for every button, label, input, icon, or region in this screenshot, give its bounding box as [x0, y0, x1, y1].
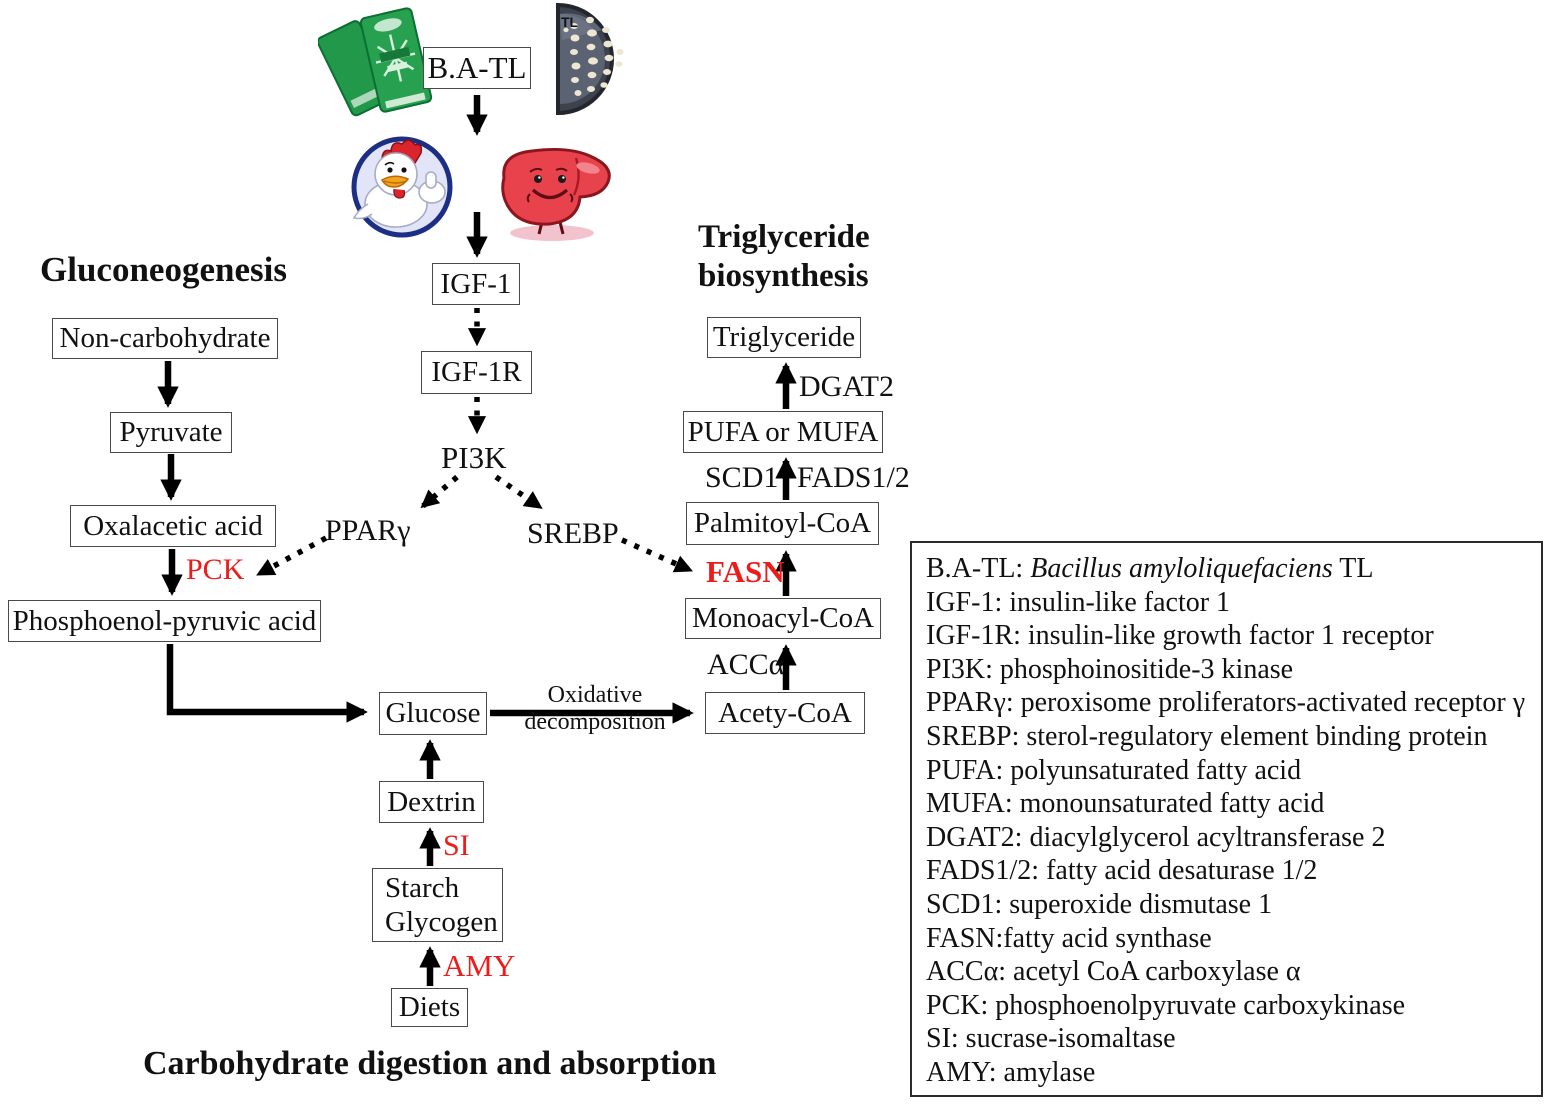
- label-scd1: SCD1: [705, 461, 779, 494]
- label-pi3k: PI3K: [441, 440, 507, 475]
- legend-item: PI3K: phosphoinositide-3 kinase: [926, 653, 1294, 685]
- chicken-image: [344, 134, 464, 240]
- liver-image: [486, 138, 616, 242]
- node-diets: Diets: [391, 988, 468, 1027]
- legend-list: [926, 552, 1541, 1090]
- label-pparg: PPARγ: [325, 514, 411, 547]
- title-triglyceride-line1: Triglyceride: [698, 219, 870, 255]
- label-oxidative-decomposition: Oxidative decomposition: [524, 682, 666, 735]
- legend-item: MUFA: monounsaturated fatty acid: [926, 788, 1325, 820]
- title-carbohydrate-digestion: Carbohydrate digestion and absorption: [143, 1045, 717, 1082]
- node-monoacyl-coa: Monoacyl-CoA: [685, 598, 881, 639]
- legend-item: IGF-1: insulin-like factor 1: [926, 586, 1231, 618]
- legend-item: ACCα: acetyl CoA carboxylase α: [926, 956, 1301, 988]
- label-si: SI: [443, 829, 470, 862]
- legend-item: B.A-TL: Bacillus amyloliquefaciens TL: [926, 553, 1374, 584]
- legend-item: PUFA: polyunsaturated fatty acid: [926, 754, 1302, 786]
- legend-item: PPARγ: peroxisome proliferators-activated receptor γ: [926, 687, 1526, 719]
- legend-box: [910, 541, 1543, 1097]
- node-non-carbohydrate: Non-carbohydrate: [52, 318, 278, 359]
- svg-text:TL: TL: [561, 14, 579, 30]
- legend-item: SCD1: superoxide dismutase 1: [926, 888, 1273, 920]
- legend-item: AMY: amylase: [926, 1056, 1096, 1088]
- node-igf1: IGF-1: [432, 263, 520, 305]
- node-dextrin: Dextrin: [379, 781, 484, 823]
- starch-label: Starch: [385, 872, 460, 904]
- label-pck: PCK: [186, 553, 245, 586]
- legend-item: FASN:fatty acid synthase: [926, 922, 1212, 954]
- node-pufa-or-mufa: PUFA or MUFA: [683, 411, 883, 453]
- label-dgat2: DGAT2: [799, 370, 894, 403]
- arrow-pep-to-glucose: [170, 644, 364, 712]
- label-fads12: FADS1/2: [797, 461, 910, 494]
- arrow-pi3k-to-pparg: [423, 477, 457, 506]
- node-starch-glycogen: [372, 868, 503, 942]
- title-triglyceride-line2: biosynthesis: [698, 258, 869, 294]
- petri-dish-image: [530, 0, 642, 116]
- arrow-srebp-to-fasn: [622, 540, 690, 570]
- node-pyruvate: Pyruvate: [110, 412, 232, 453]
- label-fasn: FASN: [706, 554, 785, 589]
- node-igf1r: IGF-1R: [421, 351, 532, 394]
- legend-item: SREBP: sterol-regulatory element binding protein: [926, 720, 1488, 752]
- node-phosphoenol-pyruvic-acid: Phosphoenol-pyruvic acid: [8, 600, 321, 642]
- legend-item: IGF-1R: insulin-like growth factor 1 receptor: [926, 620, 1434, 652]
- product-sachets-image: [318, 6, 432, 118]
- legend-item: PCK: phosphoenolpyruvate carboxykinase: [926, 989, 1406, 1021]
- node-triglyceride: Triglyceride: [707, 317, 861, 358]
- node-acetyl-coa: Acety-CoA: [705, 692, 865, 734]
- legend-item: SI: sucrase-isomaltase: [926, 1023, 1176, 1055]
- title-gluconeogenesis: Gluconeogenesis: [40, 250, 287, 289]
- node-batl: B.A-TL: [423, 47, 531, 89]
- glycogen-label: Glycogen: [385, 906, 498, 938]
- node-palmitoyl-coa: Palmitoyl-CoA: [686, 502, 879, 545]
- node-glucose: Glucose: [379, 692, 487, 735]
- label-srebp: SREBP: [527, 517, 619, 550]
- label-amy: AMY: [443, 948, 516, 983]
- legend-item: FADS1/2: fatty acid desaturase 1/2: [926, 855, 1318, 887]
- arrow-pi3k-to-srebp: [496, 477, 540, 507]
- label-acca: ACCα: [707, 648, 785, 681]
- node-oxalacetic-acid: Oxalacetic acid: [70, 505, 276, 547]
- legend-item: DGAT2: diacylglycerol acyltransferase 2: [926, 821, 1386, 853]
